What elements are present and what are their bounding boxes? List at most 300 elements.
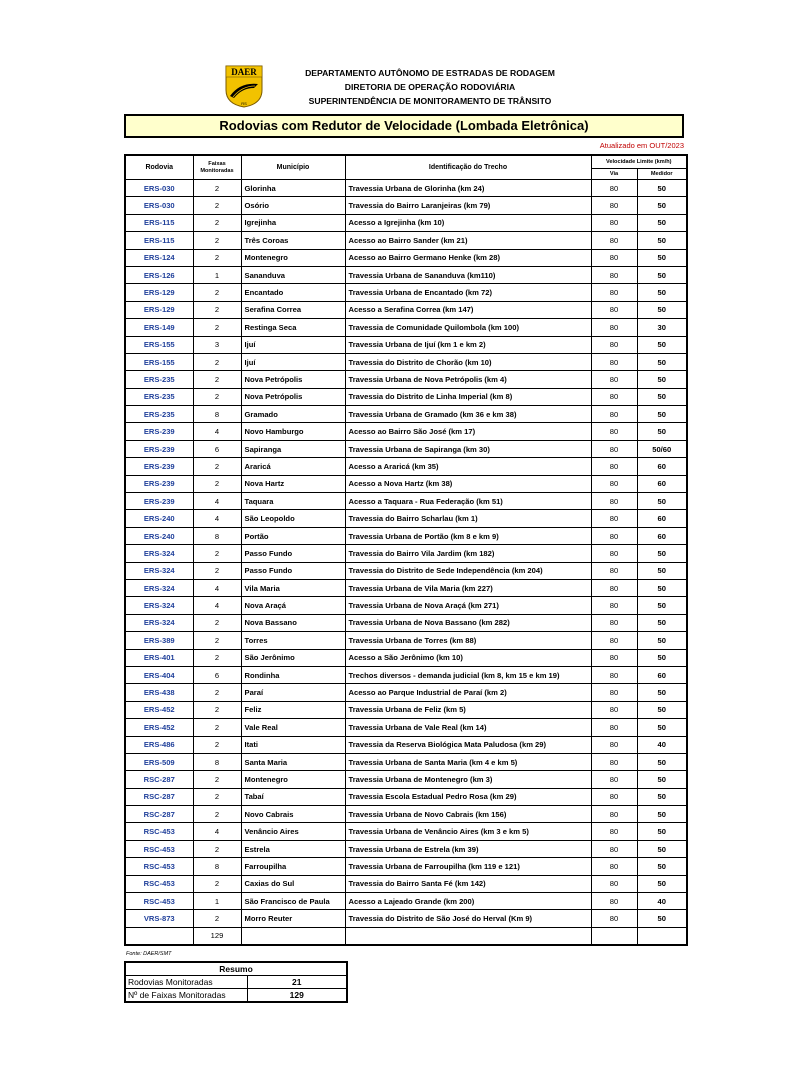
rodovia-cell: ERS-324	[125, 545, 193, 562]
trecho-cell: Travessia do Bairro Scharlau (km 1)	[345, 510, 591, 527]
municipio-cell: Passo Fundo	[241, 562, 345, 579]
total-empty	[637, 927, 687, 945]
trecho-cell: Acesso a Taquara - Rua Federação (km 51)	[345, 493, 591, 510]
via-cell: 80	[591, 301, 637, 318]
trecho-cell: Travessia Urbana de Montenegro (km 3)	[345, 771, 591, 788]
source-note: Fonte: DAER/SMT	[126, 951, 172, 957]
via-cell: 80	[591, 371, 637, 388]
medidor-cell: 40	[637, 893, 687, 910]
municipio-cell: Paraí	[241, 684, 345, 701]
municipio-cell: Morro Reuter	[241, 910, 345, 927]
trecho-cell: Acesso a Serafina Correa (km 147)	[345, 301, 591, 318]
faixas-cell: 8	[193, 406, 241, 423]
trecho-cell: Acesso ao Bairro Sander (km 21)	[345, 232, 591, 249]
rodovia-cell: VRS-873	[125, 910, 193, 927]
table-row	[125, 753, 687, 770]
medidor-cell: 60	[637, 475, 687, 492]
municipio-cell: Caxias do Sul	[241, 875, 345, 892]
rodovia-cell: ERS-149	[125, 319, 193, 336]
faixas-cell: 2	[193, 771, 241, 788]
table-row	[125, 875, 687, 892]
rodovia-cell: RSC-453	[125, 893, 193, 910]
faixas-cell: 2	[193, 319, 241, 336]
faixas-cell: 4	[193, 579, 241, 596]
rodovia-cell: ERS-404	[125, 666, 193, 683]
trecho-cell: Travessia do Distrito de Sede Independência (km 204)	[345, 562, 591, 579]
rodovia-cell: ERS-240	[125, 510, 193, 527]
faixas-cell: 2	[193, 249, 241, 266]
trecho-cell: Travessia Urbana de Santa Maria (km 4 e km 5)	[345, 753, 591, 770]
rodovia-cell: ERS-235	[125, 371, 193, 388]
table-row	[125, 458, 687, 475]
municipio-cell: Restinga Seca	[241, 319, 345, 336]
municipio-cell: Nova Hartz	[241, 475, 345, 492]
table-row	[125, 562, 687, 579]
summary-title: Resumo	[125, 962, 347, 976]
trecho-cell: Travessia Urbana de Nova Petrópolis (km 4)	[345, 371, 591, 388]
trecho-cell: Travessia Urbana de Ijuí (km 1 e km 2)	[345, 336, 591, 353]
medidor-cell: 50	[637, 197, 687, 214]
table-row	[125, 249, 687, 266]
medidor-cell: 50	[637, 701, 687, 718]
summary-faixas-label: Nº de Faixas Monitoradas	[125, 989, 247, 1003]
trecho-cell: Travessia Urbana de Venâncio Aires (km 3 e km 5)	[345, 823, 591, 840]
rodovia-cell: ERS-486	[125, 736, 193, 753]
medidor-cell: 30	[637, 319, 687, 336]
faixas-cell: 2	[193, 388, 241, 405]
medidor-cell: 50	[637, 562, 687, 579]
trecho-cell: Travessia do Distrito de Linha Imperial (km 8)	[345, 388, 591, 405]
via-cell: 80	[591, 806, 637, 823]
rodovia-cell: ERS-324	[125, 614, 193, 631]
total-empty	[241, 927, 345, 945]
table-row	[125, 579, 687, 596]
trecho-cell: Travessia Urbana de Novo Cabrais (km 156)	[345, 806, 591, 823]
medidor-cell: 50	[637, 875, 687, 892]
municipio-cell: Feliz	[241, 701, 345, 718]
municipio-cell: Glorinha	[241, 180, 345, 197]
rodovia-cell: ERS-235	[125, 406, 193, 423]
via-cell: 80	[591, 475, 637, 492]
trecho-cell: Acesso ao Bairro São José (km 17)	[345, 423, 591, 440]
via-cell: 80	[591, 493, 637, 510]
faixas-cell: 4	[193, 597, 241, 614]
header-via: Via	[591, 169, 637, 180]
medidor-cell: 50	[637, 632, 687, 649]
municipio-cell: Itati	[241, 736, 345, 753]
trecho-cell: Travessia de Comunidade Quilombola (km 100)	[345, 319, 591, 336]
via-cell: 80	[591, 771, 637, 788]
table-row	[125, 893, 687, 910]
trecho-cell: Travessia Urbana de Sananduva (km110)	[345, 266, 591, 283]
faixas-cell: 2	[193, 284, 241, 301]
via-cell: 80	[591, 736, 637, 753]
via-cell: 80	[591, 632, 637, 649]
municipio-cell: Osório	[241, 197, 345, 214]
municipio-cell: São Francisco de Paula	[241, 893, 345, 910]
medidor-cell: 50	[637, 232, 687, 249]
org-line-3: SUPERINTENDÊNCIA DE MONITORAMENTO DE TRÂNSITO	[308, 96, 552, 106]
medidor-cell: 50	[637, 806, 687, 823]
medidor-cell: 50	[637, 858, 687, 875]
municipio-cell: Vale Real	[241, 719, 345, 736]
trecho-cell: Travessia do Distrito de Chorão (km 10)	[345, 353, 591, 370]
rodovia-cell: ERS-401	[125, 649, 193, 666]
faixas-cell: 4	[193, 510, 241, 527]
rodovia-cell: ERS-452	[125, 701, 193, 718]
faixas-cell: 2	[193, 232, 241, 249]
via-cell: 80	[591, 701, 637, 718]
via-cell: 80	[591, 180, 637, 197]
medidor-cell: 50	[637, 371, 687, 388]
via-cell: 80	[591, 440, 637, 457]
trecho-cell: Travessia Urbana de Feliz (km 5)	[345, 701, 591, 718]
table-body	[125, 180, 687, 928]
municipio-cell: Novo Cabrais	[241, 806, 345, 823]
faixas-cell: 2	[193, 301, 241, 318]
medidor-cell: 50	[637, 249, 687, 266]
faixas-cell: 2	[193, 806, 241, 823]
municipio-cell: Venâncio Aires	[241, 823, 345, 840]
via-cell: 80	[591, 232, 637, 249]
header-municipio: Município	[241, 155, 345, 180]
via-cell: 80	[591, 510, 637, 527]
faixas-cell: 2	[193, 719, 241, 736]
faixas-cell: 2	[193, 458, 241, 475]
via-cell: 80	[591, 788, 637, 805]
rodovia-cell: RSC-287	[125, 788, 193, 805]
municipio-cell: Sananduva	[241, 266, 345, 283]
table-row	[125, 684, 687, 701]
rodovia-cell: ERS-126	[125, 266, 193, 283]
faixas-cell: 8	[193, 858, 241, 875]
medidor-cell: 50	[637, 753, 687, 770]
medidor-cell: 50	[637, 910, 687, 927]
rodovia-cell: ERS-030	[125, 197, 193, 214]
table-row	[125, 666, 687, 683]
municipio-cell: Nova Petrópolis	[241, 371, 345, 388]
municipio-cell: Nova Araçá	[241, 597, 345, 614]
medidor-cell: 50	[637, 301, 687, 318]
rodovia-cell: RSC-453	[125, 840, 193, 857]
rodovia-cell: RSC-287	[125, 806, 193, 823]
medidor-cell: 50	[637, 719, 687, 736]
faixas-cell: 2	[193, 875, 241, 892]
medidor-cell: 50	[637, 649, 687, 666]
medidor-cell: 50	[637, 214, 687, 231]
rodovia-cell: ERS-115	[125, 214, 193, 231]
medidor-cell: 50	[637, 336, 687, 353]
trecho-cell: Travessia do Bairro Santa Fé (km 142)	[345, 875, 591, 892]
via-cell: 80	[591, 527, 637, 544]
table-row	[125, 840, 687, 857]
rodovia-cell: ERS-240	[125, 527, 193, 544]
medidor-cell: 50	[637, 493, 687, 510]
table-row	[125, 406, 687, 423]
trecho-cell: Acesso ao Parque Industrial de Paraí (km 2)	[345, 684, 591, 701]
table-row	[125, 214, 687, 231]
trecho-cell: Travessia Urbana de Vila Maria (km 227)	[345, 579, 591, 596]
organization-block	[280, 66, 580, 108]
table-row	[125, 301, 687, 318]
trecho-cell: Travessia Escola Estadual Pedro Rosa (km 29)	[345, 788, 591, 805]
table-row	[125, 614, 687, 631]
via-cell: 80	[591, 614, 637, 631]
document-header	[220, 60, 580, 110]
table-row	[125, 771, 687, 788]
medidor-cell: 50	[637, 823, 687, 840]
municipio-cell: Montenegro	[241, 771, 345, 788]
municipio-cell: Passo Fundo	[241, 545, 345, 562]
trecho-cell: Travessia Urbana de Gramado (km 36 e km 38)	[345, 406, 591, 423]
rodovia-cell: RSC-287	[125, 771, 193, 788]
trecho-cell: Travessia Urbana de Torres (km 88)	[345, 632, 591, 649]
medidor-cell: 50	[637, 180, 687, 197]
municipio-cell: Nova Petrópolis	[241, 388, 345, 405]
medidor-cell: 60	[637, 458, 687, 475]
medidor-cell: 50	[637, 840, 687, 857]
trecho-cell: Travessia Urbana de Glorinha (km 24)	[345, 180, 591, 197]
rodovia-cell: ERS-129	[125, 301, 193, 318]
faixas-cell: 1	[193, 893, 241, 910]
medidor-cell: 50	[637, 284, 687, 301]
header-medidor: Medidor	[637, 169, 687, 180]
municipio-cell: Tabaí	[241, 788, 345, 805]
via-cell: 80	[591, 266, 637, 283]
via-cell: 80	[591, 197, 637, 214]
faixas-cell: 2	[193, 840, 241, 857]
municipio-cell: São Leopoldo	[241, 510, 345, 527]
via-cell: 80	[591, 579, 637, 596]
rodovia-cell: ERS-129	[125, 284, 193, 301]
rodovia-cell: ERS-124	[125, 249, 193, 266]
municipio-cell: Ijuí	[241, 336, 345, 353]
medidor-cell: 50	[637, 388, 687, 405]
table-row	[125, 319, 687, 336]
faixas-cell: 6	[193, 666, 241, 683]
faixas-cell: 2	[193, 475, 241, 492]
via-cell: 80	[591, 666, 637, 683]
trecho-cell: Acesso ao Bairro Germano Henke (km 28)	[345, 249, 591, 266]
table-row	[125, 197, 687, 214]
table-row	[125, 475, 687, 492]
table-row	[125, 527, 687, 544]
faixas-cell: 4	[193, 423, 241, 440]
trecho-cell: Travessia Urbana de Encantado (km 72)	[345, 284, 591, 301]
via-cell: 80	[591, 458, 637, 475]
municipio-cell: Rondinha	[241, 666, 345, 683]
rodovia-cell: ERS-324	[125, 579, 193, 596]
via-cell: 80	[591, 319, 637, 336]
table-row	[125, 336, 687, 353]
municipio-cell: São Jerônimo	[241, 649, 345, 666]
faixas-cell: 8	[193, 527, 241, 544]
faixas-cell: 6	[193, 440, 241, 457]
summary-table	[124, 961, 348, 1003]
total-row	[125, 927, 687, 945]
medidor-cell: 50	[637, 684, 687, 701]
via-cell: 80	[591, 649, 637, 666]
faixas-cell: 2	[193, 649, 241, 666]
medidor-cell: 50	[637, 266, 687, 283]
trecho-cell: Travessia do Bairro Laranjeiras (km 79)	[345, 197, 591, 214]
total-empty	[591, 927, 637, 945]
rodovia-cell: ERS-452	[125, 719, 193, 736]
medidor-cell: 50/60	[637, 440, 687, 457]
faixas-cell: 2	[193, 701, 241, 718]
via-cell: 80	[591, 353, 637, 370]
rodovia-cell: ERS-155	[125, 353, 193, 370]
medidor-cell: 40	[637, 736, 687, 753]
total-faixas: 129	[193, 927, 241, 945]
trecho-cell: Travessia Urbana de Nova Araçá (km 271)	[345, 597, 591, 614]
summary-rodovias-value: 21	[247, 976, 347, 989]
table-row	[125, 510, 687, 527]
trecho-cell: Acesso a Araricá (km 35)	[345, 458, 591, 475]
summary-rodovias-label: Rodovias Monitoradas	[125, 976, 247, 989]
table-row	[125, 371, 687, 388]
summary-faixas-value: 129	[247, 989, 347, 1003]
municipio-cell: Igrejinha	[241, 214, 345, 231]
trecho-cell: Acesso a Lajeado Grande (km 200)	[345, 893, 591, 910]
updated-date: Atualizado em OUT/2023	[599, 141, 684, 150]
trecho-cell: Travessia Urbana de Portão (km 8 e km 9)	[345, 527, 591, 544]
via-cell: 80	[591, 284, 637, 301]
municipio-cell: Estrela	[241, 840, 345, 857]
table-row	[125, 910, 687, 927]
rodovia-cell: ERS-239	[125, 475, 193, 492]
municipio-cell: Araricá	[241, 458, 345, 475]
table-row	[125, 858, 687, 875]
municipio-cell: Nova Bassano	[241, 614, 345, 631]
rodovia-cell: RSC-453	[125, 823, 193, 840]
trecho-cell: Acesso a Nova Hartz (km 38)	[345, 475, 591, 492]
via-cell: 80	[591, 406, 637, 423]
speed-reducer-table	[124, 154, 688, 946]
table-row	[125, 719, 687, 736]
trecho-cell: Trechos diversos - demanda judicial (km 8, km 15 e km 19)	[345, 666, 591, 683]
logo-subtext: RS	[241, 101, 247, 106]
medidor-cell: 50	[637, 545, 687, 562]
trecho-cell: Travessia da Reserva Biológica Mata Paludosa (km 29)	[345, 736, 591, 753]
via-cell: 80	[591, 858, 637, 875]
medidor-cell: 50	[637, 406, 687, 423]
trecho-cell: Travessia Urbana de Vale Real (km 14)	[345, 719, 591, 736]
org-line-2: DIRETORIA DE OPERAÇÃO RODOVIÁRIA	[344, 82, 516, 92]
municipio-cell: Três Coroas	[241, 232, 345, 249]
rodovia-cell: ERS-389	[125, 632, 193, 649]
faixas-cell: 8	[193, 753, 241, 770]
municipio-cell: Encantado	[241, 284, 345, 301]
via-cell: 80	[591, 719, 637, 736]
rodovia-cell: ERS-155	[125, 336, 193, 353]
medidor-cell: 50	[637, 353, 687, 370]
faixas-cell: 2	[193, 353, 241, 370]
trecho-cell: Travessia Urbana de Estrela (km 39)	[345, 840, 591, 857]
trecho-cell: Travessia Urbana de Farroupilha (km 119 e 121)	[345, 858, 591, 875]
faixas-cell: 2	[193, 910, 241, 927]
rodovia-cell: RSC-453	[125, 858, 193, 875]
municipio-cell: Santa Maria	[241, 753, 345, 770]
rodovia-cell: ERS-239	[125, 423, 193, 440]
table-row	[125, 388, 687, 405]
medidor-cell: 50	[637, 614, 687, 631]
table-row	[125, 806, 687, 823]
via-cell: 80	[591, 597, 637, 614]
faixas-cell: 2	[193, 545, 241, 562]
municipio-cell: Taquara	[241, 493, 345, 510]
table-row	[125, 788, 687, 805]
rodovia-cell: RSC-453	[125, 875, 193, 892]
municipio-cell: Farroupilha	[241, 858, 345, 875]
header-rodovia: Rodovia	[125, 155, 193, 180]
header-faixas: Faixas Monitoradas	[193, 155, 241, 180]
table-row	[125, 232, 687, 249]
via-cell: 80	[591, 753, 637, 770]
rodovia-cell: ERS-239	[125, 440, 193, 457]
header-trecho: Identificação do Trecho	[345, 155, 591, 180]
faixas-cell: 4	[193, 493, 241, 510]
faixas-cell: 2	[193, 214, 241, 231]
medidor-cell: 50	[637, 771, 687, 788]
medidor-cell: 50	[637, 579, 687, 596]
table-row	[125, 353, 687, 370]
faixas-cell: 2	[193, 562, 241, 579]
faixas-cell: 2	[193, 180, 241, 197]
municipio-cell: Sapiranga	[241, 440, 345, 457]
header-velocidade: Velocidade Limite (km/h)	[591, 155, 687, 169]
rodovia-cell: ERS-030	[125, 180, 193, 197]
via-cell: 80	[591, 545, 637, 562]
via-cell: 80	[591, 388, 637, 405]
via-cell: 80	[591, 423, 637, 440]
trecho-cell: Travessia Urbana de Sapiranga (km 30)	[345, 440, 591, 457]
trecho-cell: Travessia do Bairro Vila Jardim (km 182)	[345, 545, 591, 562]
via-cell: 80	[591, 823, 637, 840]
municipio-cell: Novo Hamburgo	[241, 423, 345, 440]
faixas-cell: 2	[193, 788, 241, 805]
via-cell: 80	[591, 214, 637, 231]
table-row	[125, 597, 687, 614]
trecho-cell: Acesso a Igrejinha (km 10)	[345, 214, 591, 231]
rodovia-cell: ERS-239	[125, 458, 193, 475]
medidor-cell: 50	[637, 788, 687, 805]
table-row	[125, 493, 687, 510]
medidor-cell: 60	[637, 510, 687, 527]
table-row	[125, 823, 687, 840]
municipio-cell: Torres	[241, 632, 345, 649]
municipio-cell: Vila Maria	[241, 579, 345, 596]
municipio-cell: Serafina Correa	[241, 301, 345, 318]
via-cell: 80	[591, 840, 637, 857]
medidor-cell: 50	[637, 423, 687, 440]
medidor-cell: 60	[637, 666, 687, 683]
rodovia-cell: ERS-438	[125, 684, 193, 701]
faixas-cell: 2	[193, 614, 241, 631]
daer-logo-icon	[224, 64, 264, 108]
faixas-cell: 2	[193, 371, 241, 388]
faixas-cell: 2	[193, 197, 241, 214]
faixas-cell: 3	[193, 336, 241, 353]
via-cell: 80	[591, 910, 637, 927]
trecho-cell: Travessia do Distrito de São José do Herval (Km 9)	[345, 910, 591, 927]
faixas-cell: 2	[193, 736, 241, 753]
page-title: Rodovias com Redutor de Velocidade (Lombada Eletrônica)	[124, 114, 684, 138]
total-empty	[125, 927, 193, 945]
trecho-cell: Acesso a São Jerônimo (km 10)	[345, 649, 591, 666]
via-cell: 80	[591, 336, 637, 353]
table-row	[125, 180, 687, 197]
